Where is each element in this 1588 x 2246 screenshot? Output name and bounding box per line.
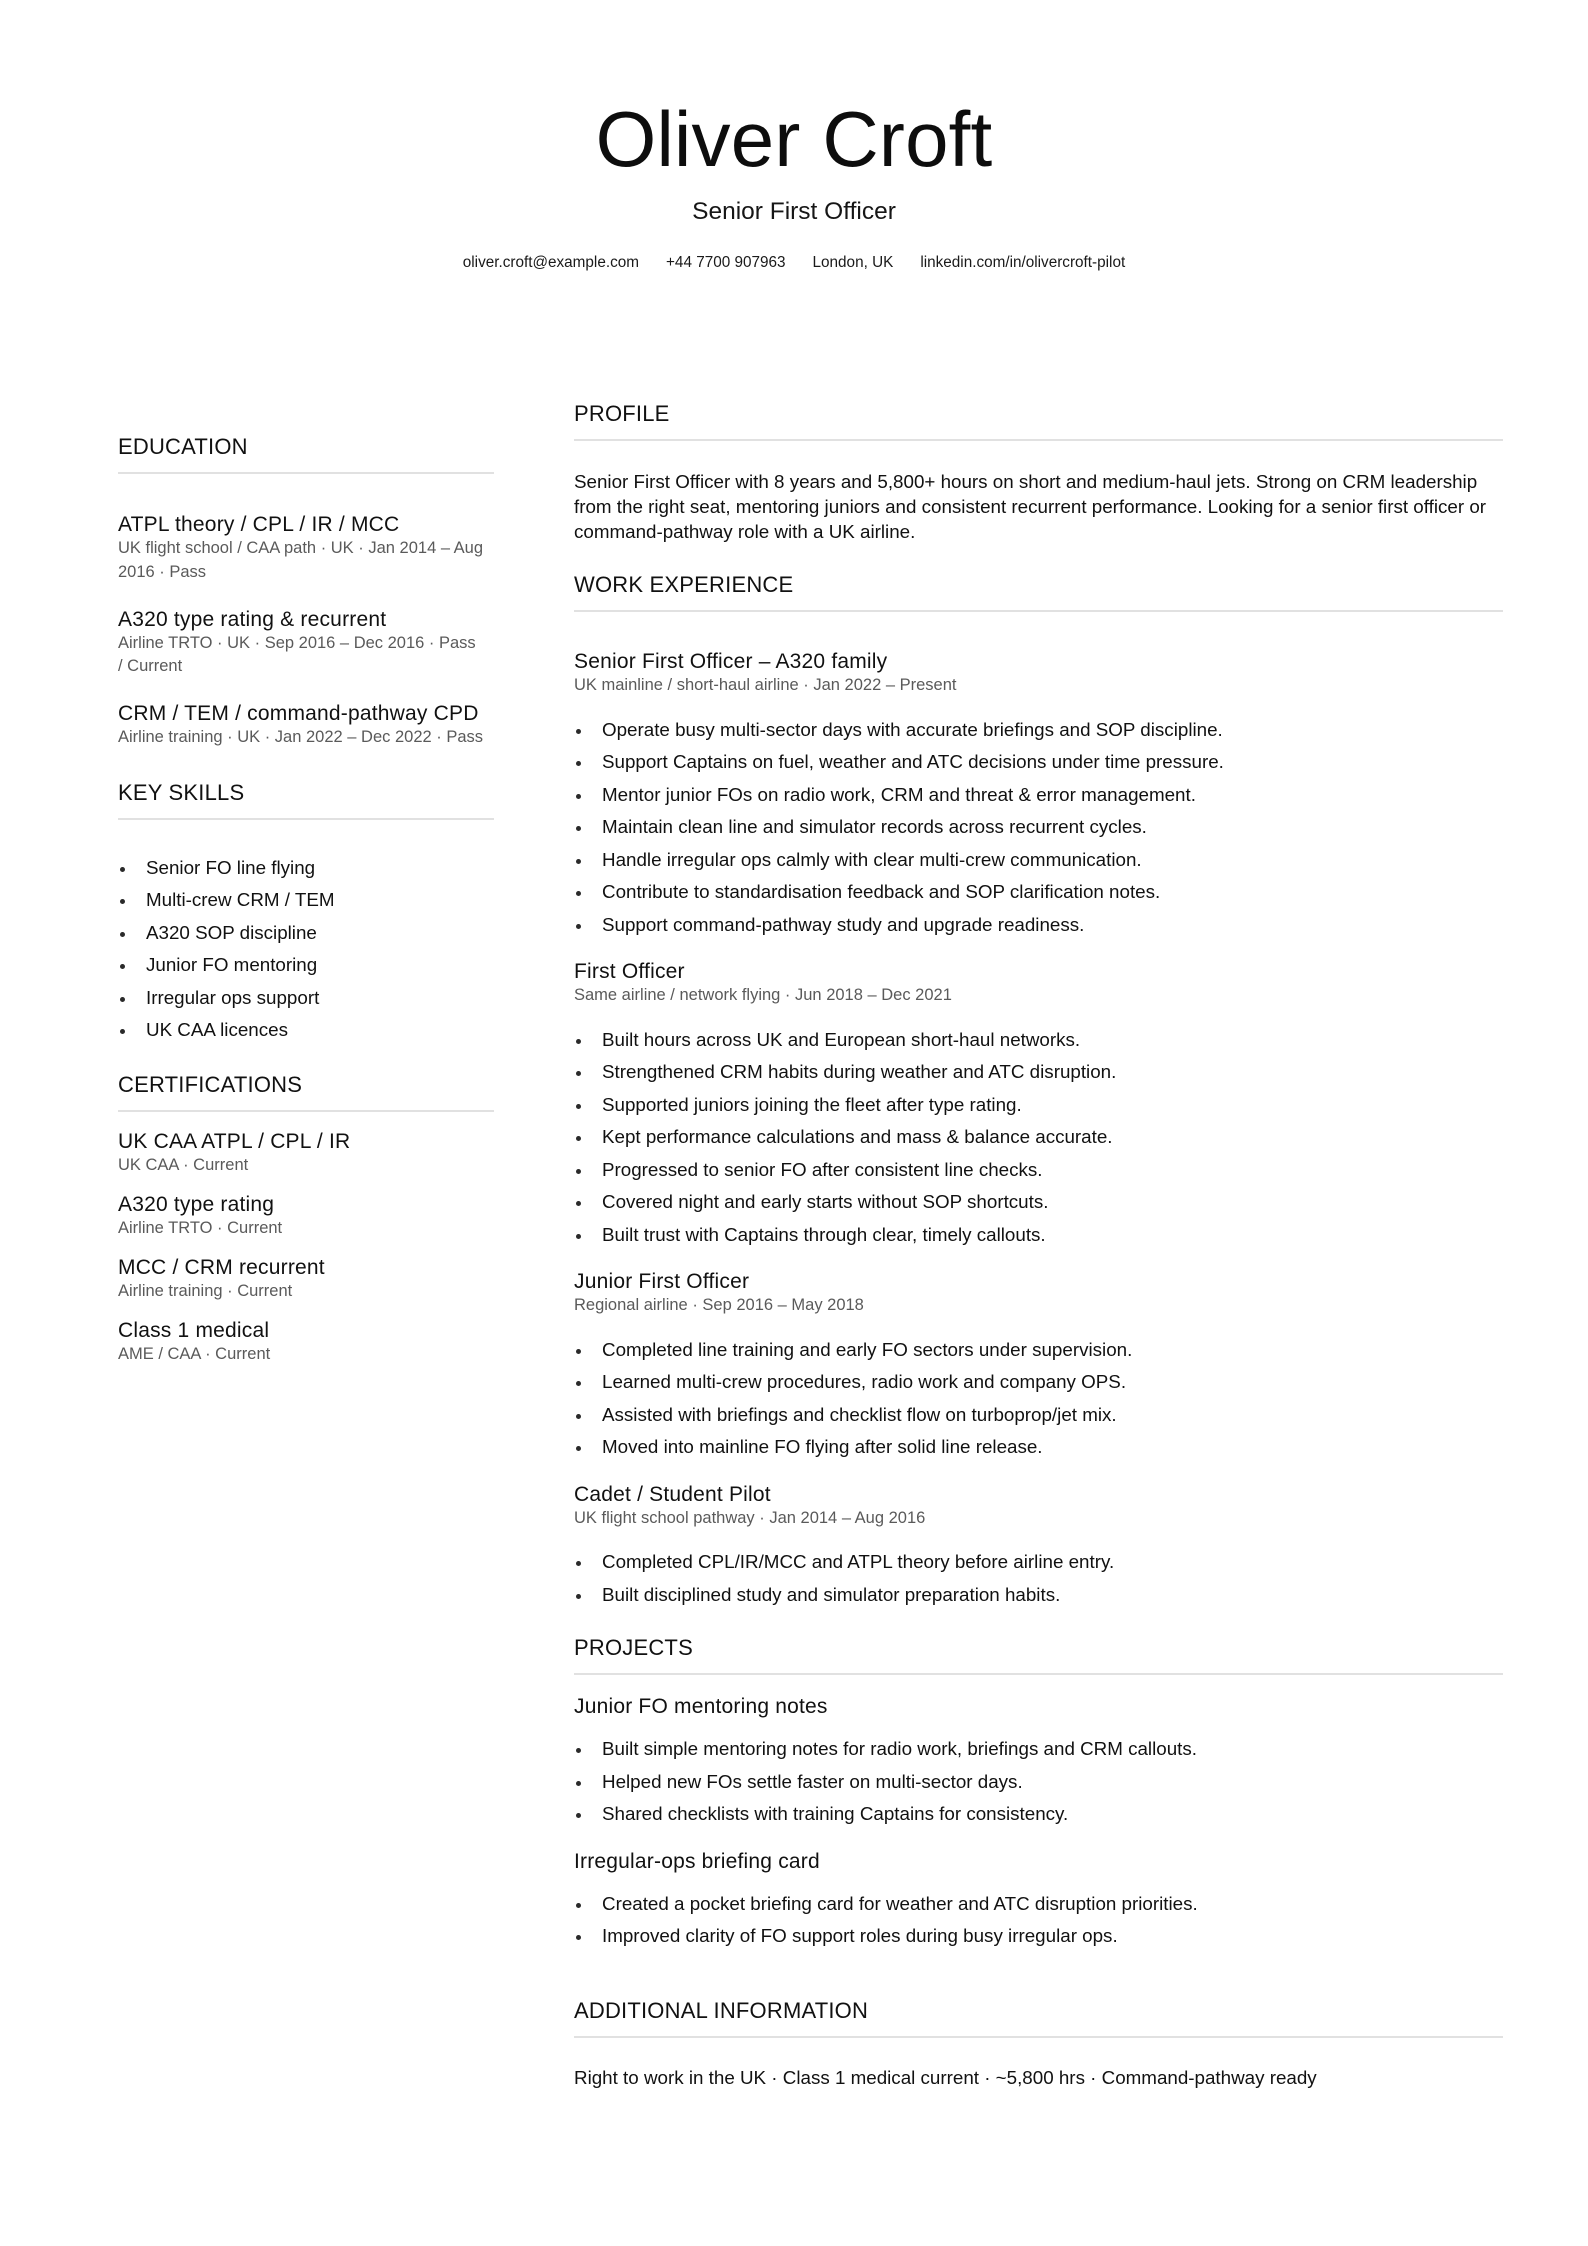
entry-title: MCC / CRM recurrent — [118, 1256, 325, 1279]
entry-meta: Airline training · UK · Jan 2022 – Dec 2022 · Pass — [118, 728, 484, 746]
education-entry — [118, 608, 494, 679]
entry-meta: UK CAA · Current — [118, 1156, 249, 1174]
job-bullet: Built disciplined study and simulator preparation habits. — [574, 1579, 1503, 1612]
job-title: Junior First Officer — [574, 1270, 750, 1293]
skill-item: Junior FO mentoring — [118, 949, 494, 982]
entry-meta: AME / CAA · Current — [118, 1345, 271, 1363]
entry-title: CRM / TEM / command-pathway CPD — [118, 702, 479, 725]
job-bullet: Contribute to standardisation feedback and SOP clarification notes. — [574, 876, 1503, 909]
education-entry — [118, 513, 494, 584]
job-bullet: Learned multi-crew procedures, radio work and company OPS. — [574, 1366, 1503, 1399]
job-bullet: Completed CPL/IR/MCC and ATPL theory before airline entry. — [574, 1546, 1503, 1579]
job-bullet: Support command-pathway study and upgrade readiness. — [574, 909, 1503, 942]
job-bullet: Supported juniors joining the fleet after type rating. — [574, 1089, 1503, 1122]
entry-meta: Airline TRTO · UK · Sep 2016 – Dec 2016 · Pass / Current — [118, 633, 476, 675]
education-entry — [118, 702, 494, 750]
education-section — [118, 433, 494, 750]
project-bullets — [574, 1888, 1503, 1953]
certification-entry — [118, 1130, 494, 1178]
job-bullet: Completed line training and early FO sectors under supervision. — [574, 1334, 1503, 1367]
section-heading: EDUCATION — [118, 433, 494, 474]
section-heading: ADDITIONAL INFORMATION — [574, 1997, 1503, 2038]
job-bullet: Covered night and early starts without SOP shortcuts. — [574, 1186, 1503, 1219]
project-bullet: Created a pocket briefing card for weather and ATC disruption priorities. — [574, 1888, 1503, 1921]
contact-bar — [0, 253, 1588, 273]
job-bullets — [574, 1546, 1503, 1611]
entry-meta: UK flight school / CAA path · UK · Jan 2014 – Aug 2016 · Pass — [118, 539, 484, 581]
job-title: Senior First Officer — [692, 198, 896, 225]
entry-title: Class 1 medical — [118, 1319, 270, 1342]
contact-phone: +44 7700 907963 — [666, 254, 786, 271]
job-bullet: Mentor junior FOs on radio work, CRM and threat & error management. — [574, 779, 1503, 812]
job-entry — [574, 1483, 1503, 1612]
job-bullet: Handle irregular ops calmly with clear multi-crew communication. — [574, 844, 1503, 877]
entry-title: A320 type rating — [118, 1193, 275, 1216]
job-bullet: Built trust with Captains through clear, timely callouts. — [574, 1219, 1503, 1252]
project-entry — [574, 1850, 1503, 1953]
section-heading: KEY SKILLS — [118, 779, 494, 820]
entry-title: ATPL theory / CPL / IR / MCC — [118, 513, 400, 536]
job-bullet: Assisted with briefings and checklist flow on turboprop/jet mix. — [574, 1399, 1503, 1432]
job-bullet: Strengthened CRM habits during weather and ATC disruption. — [574, 1056, 1503, 1089]
entry-title: UK CAA ATPL / CPL / IR — [118, 1130, 351, 1153]
job-entry — [574, 650, 1503, 941]
certification-entry — [118, 1193, 494, 1241]
job-entry — [574, 1270, 1503, 1464]
project-bullet: Helped new FOs settle faster on multi-sector days. — [574, 1766, 1503, 1799]
job-title: First Officer — [574, 960, 685, 983]
job-bullets — [574, 714, 1503, 942]
job-title: Cadet / Student Pilot — [574, 1482, 771, 1506]
projects-section — [574, 1634, 1503, 1953]
certifications-section — [118, 1071, 494, 1367]
entry-meta: Airline training · Current — [118, 1282, 293, 1300]
job-bullets — [574, 1334, 1503, 1464]
section-heading: PROFILE — [574, 400, 1503, 441]
skill-item: Irregular ops support — [118, 982, 494, 1015]
project-bullet: Built simple mentoring notes for radio work, briefings and CRM callouts. — [574, 1733, 1503, 1766]
project-bullets — [574, 1733, 1503, 1831]
job-meta: Regional airline · Sep 2016 – May 2018 — [574, 1296, 864, 1314]
skill-item: A320 SOP discipline — [118, 917, 494, 950]
job-bullet: Progressed to senior FO after consistent line checks. — [574, 1154, 1503, 1187]
certification-entry — [118, 1256, 494, 1304]
skill-item: Senior FO line flying — [118, 852, 494, 885]
candidate-name: Oliver Croft — [595, 95, 993, 183]
project-title: Irregular-ops briefing card — [574, 1849, 820, 1873]
job-bullet: Moved into mainline FO flying after solid line release. — [574, 1431, 1503, 1464]
project-bullet: Shared checklists with training Captains for consistency. — [574, 1798, 1503, 1831]
certification-entry — [118, 1319, 494, 1367]
job-bullet: Maintain clean line and simulator records across recurrent cycles. — [574, 811, 1503, 844]
work-experience-section — [574, 571, 1503, 1611]
section-heading: PROJECTS — [574, 1634, 1503, 1675]
contact-linkedin: linkedin.com/in/olivercroft-pilot — [920, 254, 1126, 271]
job-meta: Same airline / network flying · Jun 2018 – Dec 2021 — [574, 986, 952, 1004]
skill-item: UK CAA licences — [118, 1014, 494, 1047]
section-heading: CERTIFICATIONS — [118, 1071, 494, 1112]
job-bullet: Kept performance calculations and mass & balance accurate. — [574, 1121, 1503, 1154]
job-bullet: Operate busy multi-sector days with accurate briefings and SOP discipline. — [574, 714, 1503, 747]
entry-title: A320 type rating & recurrent — [118, 607, 387, 631]
key-skills-section — [118, 779, 494, 1047]
job-meta: UK mainline / short-haul airline · Jan 2022 – Present — [574, 676, 957, 694]
job-entry — [574, 960, 1503, 1251]
contact-location: London, UK — [812, 254, 894, 271]
profile-section — [574, 400, 1503, 544]
additional-information-section — [574, 1997, 1503, 2090]
project-title: Junior FO mentoring notes — [574, 1695, 828, 1718]
entry-meta: Airline TRTO · Current — [118, 1219, 283, 1237]
contact-email: oliver.croft@example.com — [462, 254, 639, 271]
job-bullet: Built hours across UK and European short-haul networks. — [574, 1024, 1503, 1057]
job-meta: UK flight school pathway · Jan 2014 – Aug 2016 — [574, 1508, 926, 1527]
job-bullets — [574, 1024, 1503, 1252]
project-entry — [574, 1695, 1503, 1831]
project-bullet: Improved clarity of FO support roles during busy irregular ops. — [574, 1920, 1503, 1953]
skill-item: Multi-crew CRM / TEM — [118, 884, 494, 917]
section-heading: WORK EXPERIENCE — [574, 571, 1503, 612]
skills-list — [118, 852, 494, 1047]
job-title: Senior First Officer – A320 family — [574, 650, 888, 673]
profile-summary: Senior First Officer with 8 years and 5,800+ hours on short and medium-haul jets. Strong on CRM leadership from the right seat, mentoring juniors and consistent recurrent performance. Looking for a senior first officer or command-pathway role with a UK airline. — [574, 470, 1487, 542]
job-bullet: Support Captains on fuel, weather and ATC decisions under time pressure. — [574, 746, 1503, 779]
additional-information-text: Right to work in the UK · Class 1 medical current · ~5,800 hrs · Command-pathway ready — [574, 2066, 1317, 2088]
